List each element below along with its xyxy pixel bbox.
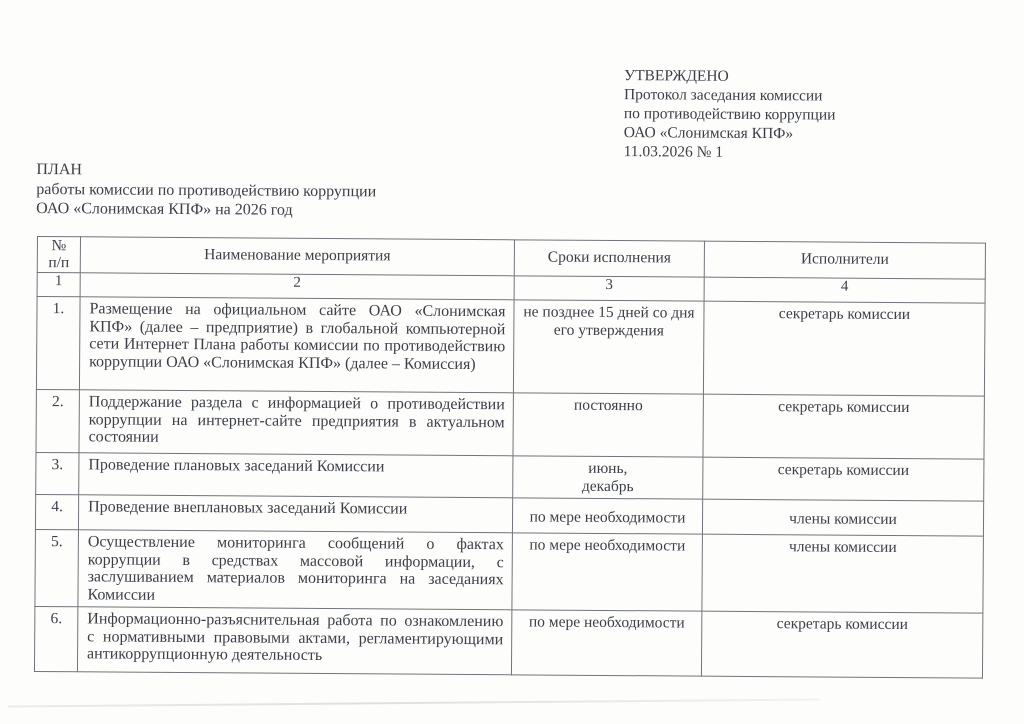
header-num: № п/п [37, 237, 80, 273]
title-line: ПЛАН [36, 160, 83, 179]
activity-cell: Проведение внеплановых заседаний Комиссии [78, 495, 512, 533]
activity-cell: Осуществление мониторинга сообщений о фактах коррупции в средствах массовой информации, с заслушиванием материалов мониторинга на заседаниях Комиссии [78, 530, 513, 610]
approval-line: УТВЕРЖДЕНО [624, 67, 729, 85]
table-row [36, 389, 984, 459]
table-row [36, 452, 984, 501]
title-line: работы комиссии по противодействию коррупции [36, 180, 377, 200]
row-number-cell: 5. [35, 529, 79, 606]
term-cell: не позднее 15 дней со дня его утверждения [513, 300, 704, 394]
row-number-cell: 6. [34, 606, 77, 671]
row-number-cell: 4. [35, 494, 78, 529]
row-number-cell: 1. [36, 297, 80, 390]
approval-line: по противодействию коррупции [623, 105, 836, 124]
activity-cell: Размещение на официальном сайте ОАО «Слонимская КПФ» (далее – предприятие) в глобальной компьютерной сети Интернет Плана работы комиссии по противодействию коррупции ОАО «Слонимская КПФ» (далее – Комиссия) [79, 297, 514, 393]
column-number: 2 [80, 273, 514, 300]
table-row [36, 297, 985, 397]
row-number-cell: 2. [36, 389, 79, 452]
header-activity: Наименование мероприятия [80, 237, 514, 276]
row-number-cell: 3. [36, 452, 79, 494]
approval-line: 11.03.2026 № 1 [623, 143, 724, 161]
activity-cell: Поддержание раздела с информацией о противодействии коррупции на интернет-сайте предприятия в актуальном состоянии [79, 390, 513, 456]
document-title [36, 160, 556, 222]
header-term: Сроки исполнения [514, 240, 704, 277]
term-cell: по мере необходимости [512, 533, 703, 611]
column-number: 3 [514, 276, 704, 301]
approval-line: Протокол заседания комиссии [623, 86, 823, 105]
executor-cell: секретарь комиссии [703, 457, 984, 501]
executor-cell: секретарь комиссии [703, 301, 985, 396]
header-executor: Исполнители [704, 241, 985, 279]
approval-stamp-block [624, 66, 925, 163]
title-line: ОАО «Слонимская КПФ» на 2026 год [36, 199, 293, 219]
term-cell: июнь, декабрь [513, 456, 703, 499]
term-cell: по мере необходимости [511, 610, 701, 676]
column-number: 4 [704, 277, 985, 303]
approval-line: ОАО «Слонимская КПФ» [623, 124, 794, 143]
table-row [34, 606, 982, 678]
term-cell: по мере необходимости [512, 498, 702, 534]
executor-cell: секретарь комиссии [703, 394, 984, 459]
column-number: 1 [37, 273, 80, 297]
term-cell: постоянно [513, 393, 703, 457]
activity-cell: Проведение плановых заседаний Комиссии [79, 453, 513, 498]
table-row [35, 529, 984, 613]
activity-cell: Информационно-разъяснительная работа по ознакомлению с нормативными правовыми актами, регламентирующими антикоррупционную деятельность [77, 607, 511, 675]
executor-cell: члены комиссии [702, 534, 984, 613]
executor-cell: секретарь комиссии [701, 611, 982, 678]
plan-table [34, 236, 986, 679]
executor-cell: члены комиссии [702, 499, 983, 536]
